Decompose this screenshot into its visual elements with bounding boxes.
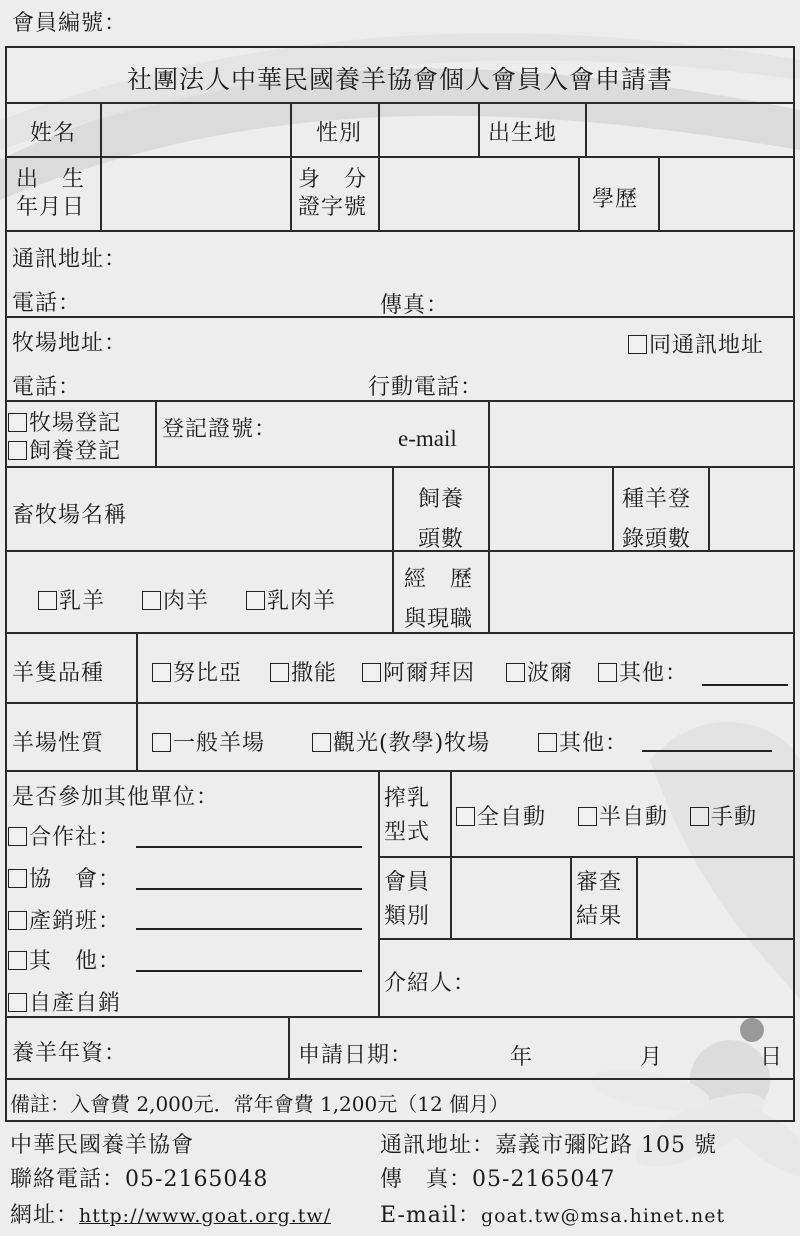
form-title: 社團法人中華民國養羊協會個人會員入會申請書	[126, 65, 673, 94]
farm-type-general-checkbox[interactable]	[152, 733, 171, 752]
apply-day-label: 日	[760, 1045, 784, 1070]
breed-option-nubian[interactable]: 努比亞	[152, 656, 242, 687]
email-label: e-mail	[398, 426, 457, 451]
farm-type-tourism-checkbox[interactable]	[312, 733, 331, 752]
farm-type-other-field[interactable]	[642, 750, 772, 752]
apply-year-label: 年	[510, 1045, 534, 1070]
registration-no-label: 登記證號：	[162, 417, 278, 442]
email-field[interactable]	[492, 404, 790, 462]
ranch-name-field[interactable]	[150, 470, 388, 546]
member-type-field[interactable]	[454, 860, 566, 934]
dual-goat-checkbox[interactable]	[246, 591, 265, 610]
self-produce-checkbox[interactable]	[8, 993, 27, 1012]
breed-label: 羊隻品種	[12, 661, 105, 686]
farm-type-label: 羊場性質	[12, 731, 105, 756]
dairy-goat-option[interactable]: 乳羊	[38, 584, 105, 615]
education-field[interactable]	[662, 160, 790, 226]
apply-month-label: 月	[640, 1045, 664, 1070]
experience-label: 經 歷 與現職	[404, 567, 474, 632]
farm-type-tourism-option[interactable]: 觀光(教學)牧場	[312, 726, 490, 757]
unit-association-option[interactable]: 協 會：	[8, 862, 121, 893]
farm-type-other-checkbox[interactable]	[538, 733, 557, 752]
apply-date-label: 申請日期：	[298, 1043, 414, 1068]
birthplace-field[interactable]	[590, 106, 790, 152]
fee-note: 備註：入會費 2,000元．常年會費 1,200元（12 個月）	[10, 1092, 510, 1116]
gender-field[interactable]	[382, 106, 476, 152]
footer-phone: 聯絡電話：05-2165048	[10, 1167, 269, 1192]
same-as-mail-checkbox[interactable]	[628, 335, 647, 354]
meat-goat-checkbox[interactable]	[142, 591, 161, 610]
milking-semi-auto-checkbox[interactable]	[578, 807, 597, 826]
footer-fax: 傳 真：05-2165047	[380, 1167, 616, 1192]
milking-semi-auto-option[interactable]: 半自動	[578, 800, 668, 831]
unit-other-field[interactable]	[136, 970, 362, 972]
breed-option-boer[interactable]: 波爾	[506, 656, 573, 687]
breed-saanen-checkbox[interactable]	[270, 663, 289, 682]
email-address[interactable]: goat.tw@msa.hinet.net	[480, 1205, 726, 1227]
breed-other-checkbox[interactable]	[598, 663, 617, 682]
farm-address-label: 牧場地址：	[12, 331, 128, 356]
review-result-label: 審查 結果	[576, 870, 623, 929]
headcount-label: 飼養 頭數	[418, 487, 465, 552]
unit-production-field[interactable]	[136, 928, 362, 930]
footer-address: 通訊地址：嘉義市彌陀路 105 號	[380, 1133, 717, 1158]
member-type-label: 會員 類別	[384, 870, 431, 929]
id-number-field[interactable]	[382, 160, 576, 226]
unit-coop-checkbox[interactable]	[8, 827, 27, 846]
dairy-goat-checkbox[interactable]	[38, 591, 57, 610]
breed-option-alpine[interactable]: 阿爾拜因	[362, 656, 475, 687]
farm-phone-label: 電話：	[12, 375, 82, 400]
fax-label: 傳真：	[380, 293, 450, 318]
name-field[interactable]	[104, 106, 288, 152]
footer-email: E-mail：goat.tw@msa.hinet.net	[380, 1203, 726, 1228]
id-number-label: 身 分 證字號	[298, 167, 368, 220]
breed-option-other[interactable]: 其他：	[598, 656, 688, 687]
years-raising-label: 養羊年資：	[12, 1041, 128, 1066]
unit-coop-option[interactable]: 合作社：	[8, 820, 121, 851]
milking-full-auto-option[interactable]: 全自動	[456, 800, 546, 831]
unit-association-field[interactable]	[136, 888, 362, 890]
introducer-field[interactable]	[480, 950, 788, 1006]
unit-association-checkbox[interactable]	[8, 869, 27, 888]
breed-registration-count-label: 種羊登 錄頭數	[622, 487, 692, 552]
same-as-mail-option[interactable]: 同通訊地址	[628, 328, 764, 359]
birthdate-field[interactable]	[104, 160, 288, 226]
years-raising-field[interactable]	[140, 1022, 284, 1072]
name-label: 姓名	[30, 121, 77, 146]
unit-coop-field[interactable]	[136, 846, 362, 848]
other-units-label: 是否參加其他單位：	[12, 785, 220, 810]
milking-manual-checkbox[interactable]	[690, 807, 709, 826]
website-link[interactable]: http://www.goat.org.tw/	[79, 1205, 332, 1227]
footer-website: 網址：http://www.goat.org.tw/	[10, 1203, 332, 1228]
breeding-registration-checkbox[interactable]	[8, 441, 27, 460]
breed-alpine-checkbox[interactable]	[362, 663, 381, 682]
farm-type-other-option[interactable]: 其他：	[538, 726, 628, 757]
milking-manual-option[interactable]: 手動	[690, 800, 757, 831]
milking-full-auto-checkbox[interactable]	[456, 807, 475, 826]
footer-org-name: 中華民國養羊協會	[10, 1133, 195, 1158]
milking-type-label: 搾乳 型式	[384, 786, 431, 845]
review-result-field[interactable]	[640, 860, 790, 934]
farm-type-general-option[interactable]: 一般羊場	[152, 726, 265, 757]
farm-registration-checkbox[interactable]	[8, 413, 27, 432]
phone-label: 電話：	[12, 291, 82, 316]
farm-registration-option[interactable]: 牧場登記	[8, 406, 121, 437]
ranch-name-label: 畜牧場名稱	[12, 503, 128, 528]
mail-address-label: 通訊地址：	[12, 247, 128, 272]
mobile-label: 行動電話：	[368, 375, 484, 400]
breeding-registration-option[interactable]: 飼養登記	[8, 434, 121, 465]
member-number-label: 會員編號：	[12, 11, 128, 36]
breed-boer-checkbox[interactable]	[506, 663, 525, 682]
unit-other-option[interactable]: 其 他：	[8, 944, 121, 975]
introducer-label: 介紹人：	[384, 971, 477, 996]
breed-nubian-checkbox[interactable]	[152, 663, 171, 682]
unit-production-checkbox[interactable]	[8, 911, 27, 930]
birthdate-label: 出 生 年月日	[16, 167, 86, 220]
dual-goat-option[interactable]: 乳肉羊	[246, 584, 336, 615]
gender-label: 性別	[316, 121, 363, 146]
unit-other-checkbox[interactable]	[8, 951, 27, 970]
meat-goat-option[interactable]: 肉羊	[142, 584, 209, 615]
education-label: 學歷	[592, 187, 639, 212]
mail-address-field[interactable]	[140, 236, 780, 270]
self-produce-option[interactable]: 自產自銷	[8, 986, 121, 1017]
birthplace-label: 出生地	[488, 121, 558, 146]
breed-other-field[interactable]	[702, 684, 788, 686]
breed-option-saanen[interactable]: 撒能	[270, 656, 337, 687]
unit-production-option[interactable]: 產銷班：	[8, 904, 121, 935]
